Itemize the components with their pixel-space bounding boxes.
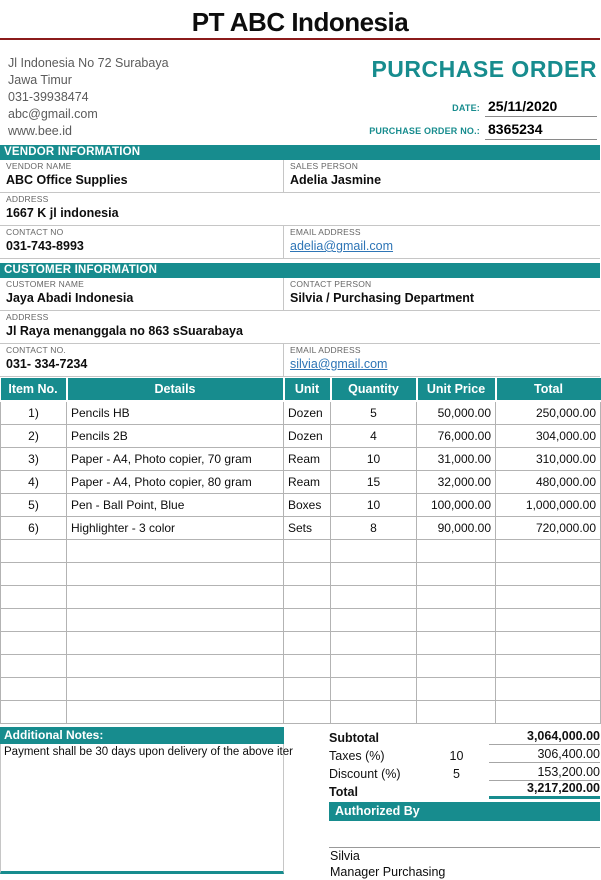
quantity-cell: 10 [331, 493, 417, 516]
header-item-no: Item No. [1, 378, 67, 401]
header-quantity: Quantity [331, 378, 417, 401]
details-cell: Paper - A4, Photo copier, 70 gram [67, 447, 284, 470]
details-cell [67, 677, 284, 700]
customer-row-address [0, 311, 600, 344]
unit-price-cell [417, 562, 496, 585]
total-cell: 310,000.00 [496, 447, 601, 470]
unit-cell [284, 700, 331, 723]
company-address-line: Jawa Timur [8, 73, 72, 87]
items-table-header [1, 378, 601, 401]
unit-price-cell [417, 585, 496, 608]
unit-price-cell: 100,000.00 [417, 493, 496, 516]
details-cell: Pen - Ball Point, Blue [67, 493, 284, 516]
unit-price-cell [417, 539, 496, 562]
details-cell: Pencils HB [67, 401, 284, 424]
sales-person-label: SALES PERSON [290, 161, 359, 171]
customer-info-grid [0, 278, 600, 377]
total-row [329, 781, 600, 799]
quantity-cell: 10 [331, 447, 417, 470]
details-cell [67, 700, 284, 723]
quantity-cell [331, 677, 417, 700]
total-cell [496, 539, 601, 562]
unit-cell [284, 585, 331, 608]
unit-cell: Dozen [284, 424, 331, 447]
quantity-cell: 8 [331, 516, 417, 539]
taxes-percent: 10 [449, 748, 464, 763]
subtotal-row [329, 727, 600, 745]
empty-item-row [1, 585, 601, 608]
company-name-title: PT ABC Indonesia [191, 7, 409, 37]
quantity-cell [331, 700, 417, 723]
unit-price-cell [417, 654, 496, 677]
total-cell [496, 585, 601, 608]
item-no-cell [1, 631, 67, 654]
total-value: 3,217,200.00 [489, 781, 600, 799]
total-cell [496, 700, 601, 723]
vendor-address-value: 1667 K jl indonesia [6, 206, 119, 220]
item-no-cell [1, 677, 67, 700]
vendor-contact-cell [0, 226, 283, 258]
vendor-row-contact [0, 226, 600, 259]
total-cell [496, 562, 601, 585]
subtotal-value: 3,064,000.00 [489, 729, 600, 745]
unit-cell [284, 539, 331, 562]
total-cell: 720,000.00 [496, 516, 601, 539]
taxes-row [329, 745, 600, 763]
item-no-cell: 5) [1, 493, 67, 516]
customer-email-label: EMAIL ADDRESS [290, 345, 361, 355]
unit-cell [284, 654, 331, 677]
total-cell [496, 677, 601, 700]
unit-cell [284, 677, 331, 700]
vendor-section-header: VENDOR INFORMATION [0, 145, 600, 160]
details-cell [67, 562, 284, 585]
signature-name: Silvia [330, 848, 360, 863]
date-field [369, 98, 597, 117]
unit-price-cell: 50,000.00 [417, 401, 496, 424]
po-number-value: 8365234 [485, 121, 597, 140]
quantity-cell: 4 [331, 424, 417, 447]
header-unit-price: Unit Price [417, 378, 496, 401]
item-row [1, 424, 601, 447]
po-number-field [369, 121, 597, 140]
vendor-email-link[interactable]: adelia@gmail.com [290, 239, 394, 253]
item-no-cell: 2) [1, 424, 67, 447]
vendor-name-value: ABC Office Supplies [6, 173, 128, 187]
empty-item-row [1, 677, 601, 700]
details-cell: Pencils 2B [67, 424, 284, 447]
item-no-cell [1, 539, 67, 562]
unit-cell [284, 631, 331, 654]
unit-cell: Boxes [284, 493, 331, 516]
unit-cell: Ream [284, 470, 331, 493]
unit-price-cell [417, 608, 496, 631]
vendor-row-address [0, 193, 600, 226]
taxes-label: Taxes (%) [329, 748, 385, 763]
item-no-cell [1, 654, 67, 677]
customer-contact-label: CONTACT NO. [6, 345, 66, 355]
unit-price-cell [417, 700, 496, 723]
empty-item-row [1, 631, 601, 654]
total-cell: 480,000.00 [496, 470, 601, 493]
details-cell [67, 585, 284, 608]
header-total: Total [496, 378, 601, 401]
notes-column [0, 727, 293, 880]
unit-price-cell: 90,000.00 [417, 516, 496, 539]
vendor-info-grid [0, 160, 600, 259]
signature-space [329, 821, 600, 847]
sales-person-cell [283, 160, 600, 192]
bottom-section [0, 727, 600, 880]
unit-price-cell: 32,000.00 [417, 470, 496, 493]
item-no-cell [1, 608, 67, 631]
item-row [1, 493, 601, 516]
discount-row [329, 763, 600, 781]
po-number-label: PURCHASE ORDER NO.: [369, 126, 480, 136]
quantity-cell: 5 [331, 401, 417, 424]
vendor-address-label: ADDRESS [6, 194, 49, 204]
unit-price-cell [417, 677, 496, 700]
unit-price-cell: 76,000.00 [417, 424, 496, 447]
unit-cell: Sets [284, 516, 331, 539]
empty-item-row [1, 608, 601, 631]
item-row [1, 516, 601, 539]
customer-address-value: Jl Raya menanggala no 863 sSuarabaya [6, 324, 243, 338]
details-cell [67, 608, 284, 631]
date-value: 25/11/2020 [485, 98, 597, 117]
company-address-block [0, 40, 169, 145]
company-email: abc@gmail.com [8, 107, 98, 121]
total-cell: 250,000.00 [496, 401, 601, 424]
item-no-cell [1, 700, 67, 723]
customer-contact-cell [0, 344, 283, 376]
customer-email-cell [283, 344, 600, 376]
items-table [0, 378, 601, 724]
item-no-cell [1, 562, 67, 585]
customer-section-header: CUSTOMER INFORMATION [0, 263, 600, 278]
customer-name-label: CUSTOMER NAME [6, 279, 85, 289]
quantity-cell [331, 562, 417, 585]
details-cell: Highlighter - 3 color [67, 516, 284, 539]
item-no-cell [1, 585, 67, 608]
customer-row-name [0, 278, 600, 311]
company-phone: 031-39938474 [8, 90, 89, 104]
company-website: www.bee.id [8, 124, 72, 138]
vendor-name-label: VENDOR NAME [6, 161, 72, 171]
quantity-cell [331, 539, 417, 562]
po-header-block [369, 40, 600, 145]
contact-person-cell [283, 278, 600, 310]
total-cell [496, 608, 601, 631]
unit-cell [284, 608, 331, 631]
empty-item-row [1, 562, 601, 585]
contact-person-label: CONTACT PERSON [290, 279, 372, 289]
header-details: Details [67, 378, 284, 401]
subtotal-label: Subtotal [329, 730, 379, 745]
quantity-cell [331, 631, 417, 654]
unit-cell [284, 562, 331, 585]
additional-notes-header: Additional Notes: [0, 727, 284, 744]
vendor-name-cell [0, 160, 283, 192]
empty-item-row [1, 539, 601, 562]
signature-title: Manager Purchasing [330, 864, 446, 879]
customer-row-contact [0, 344, 600, 377]
customer-address-cell [0, 311, 600, 343]
summary-column [329, 727, 600, 880]
additional-notes-text: Payment shall be 30 days upon delivery of the above iter [0, 744, 284, 874]
details-cell [67, 654, 284, 677]
authorized-by-header: Authorized By [329, 802, 600, 821]
item-no-cell: 6) [1, 516, 67, 539]
discount-value: 153,200.00 [489, 765, 600, 781]
taxes-value: 306,400.00 [489, 747, 600, 763]
vendor-contact-value: 031-743-8993 [6, 239, 84, 253]
vendor-contact-label: CONTACT NO [6, 227, 64, 237]
discount-label: Discount (%) [329, 766, 401, 781]
quantity-cell [331, 585, 417, 608]
contact-person-value: Silvia / Purchasing Department [290, 291, 475, 305]
vendor-address-cell [0, 193, 600, 225]
header [0, 40, 600, 145]
header-unit: Unit [284, 378, 331, 401]
total-cell [496, 654, 601, 677]
item-no-cell: 1) [1, 401, 67, 424]
total-label: Total [329, 784, 358, 799]
item-no-cell: 4) [1, 470, 67, 493]
quantity-cell: 15 [331, 470, 417, 493]
customer-contact-value: 031- 334-7234 [6, 357, 88, 371]
total-cell [496, 631, 601, 654]
vendor-row-name [0, 160, 600, 193]
quantity-cell [331, 654, 417, 677]
item-row [1, 401, 601, 424]
customer-address-label: ADDRESS [6, 312, 49, 322]
customer-name-value: Jaya Abadi Indonesia [6, 291, 134, 305]
vendor-email-label: EMAIL ADDRESS [290, 227, 361, 237]
document-title: PURCHASE ORDER [371, 56, 597, 82]
item-row [1, 447, 601, 470]
date-label: DATE: [452, 103, 480, 113]
item-row [1, 470, 601, 493]
total-cell: 304,000.00 [496, 424, 601, 447]
unit-cell: Ream [284, 447, 331, 470]
total-cell: 1,000,000.00 [496, 493, 601, 516]
quantity-cell [331, 608, 417, 631]
unit-price-cell: 31,000.00 [417, 447, 496, 470]
item-no-cell: 3) [1, 447, 67, 470]
details-cell: Paper - A4, Photo copier, 80 gram [67, 470, 284, 493]
discount-percent: 5 [453, 766, 460, 781]
vendor-email-cell [283, 226, 600, 258]
empty-item-row [1, 654, 601, 677]
unit-cell: Dozen [284, 401, 331, 424]
details-cell [67, 631, 284, 654]
details-cell [67, 539, 284, 562]
customer-email-link[interactable]: silvia@gmail.com [290, 357, 388, 371]
sales-person-value: Adelia Jasmine [290, 173, 382, 187]
company-address-line: Jl Indonesia No 72 Surabaya [8, 56, 169, 70]
empty-item-row [1, 700, 601, 723]
customer-name-cell [0, 278, 283, 310]
unit-price-cell [417, 631, 496, 654]
